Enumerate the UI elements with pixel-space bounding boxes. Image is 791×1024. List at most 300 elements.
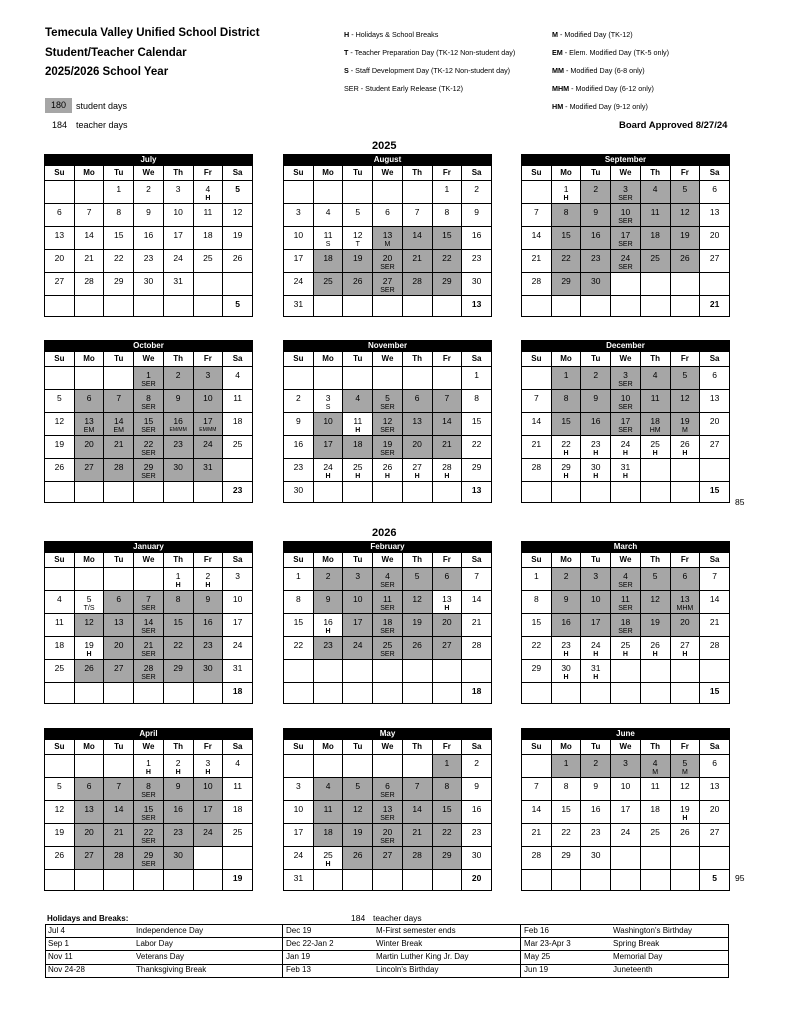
- day-cell: [640, 778, 670, 801]
- day-cell: [45, 660, 75, 683]
- day-cell: [104, 660, 134, 683]
- day-cell: [670, 847, 700, 870]
- empty-cell: [163, 870, 193, 891]
- day-number: 28: [143, 663, 154, 673]
- week-row: [45, 824, 253, 847]
- day-cell: [373, 413, 403, 436]
- day-cell: [670, 227, 700, 250]
- day-number: 13: [412, 416, 422, 426]
- day-cell: [193, 591, 223, 614]
- day-number: 13: [680, 594, 690, 604]
- week-row: [45, 204, 253, 227]
- legend-code: M: [552, 30, 558, 39]
- day-code: H: [563, 473, 569, 480]
- day-number: 5: [652, 571, 658, 581]
- day-cell: [193, 436, 223, 459]
- day-cell: [104, 367, 134, 390]
- day-cell: [343, 181, 373, 204]
- legend-text: - Elem. Modified Day (TK-5 only): [562, 48, 670, 57]
- day-number: 11: [203, 207, 213, 217]
- day-number: 19: [680, 416, 690, 426]
- day-cell: [223, 227, 253, 250]
- day-code: H: [175, 582, 181, 589]
- legend-item: [344, 84, 515, 102]
- day-cell: [163, 660, 193, 683]
- day-cell: [223, 660, 253, 683]
- day-cell: [670, 181, 700, 204]
- day-number: 25: [232, 827, 243, 837]
- day-code: SER: [380, 264, 395, 271]
- day-cell: [462, 273, 492, 296]
- holiday-date: Feb 16: [524, 926, 549, 935]
- day-number: 13: [709, 207, 720, 217]
- holiday-date: Dec 22-Jan 2: [286, 939, 334, 948]
- weekday-header: Su: [284, 553, 314, 568]
- day-cell: [670, 436, 700, 459]
- weekday-header: Mo: [551, 352, 581, 367]
- empty-cell: [74, 683, 104, 704]
- day-cell: [522, 413, 552, 436]
- day-cell: [700, 459, 730, 482]
- day-cell: [104, 273, 134, 296]
- holiday-row: [45, 924, 729, 937]
- day-cell: [74, 660, 104, 683]
- day-cell: [551, 801, 581, 824]
- weekday-header: We: [611, 553, 641, 568]
- day-number: 6: [444, 571, 450, 581]
- day-number: 4: [623, 571, 628, 581]
- day-code: SER: [618, 241, 633, 248]
- day-cell: [104, 824, 134, 847]
- day-number: 8: [533, 594, 539, 604]
- day-number: 3: [325, 393, 331, 403]
- day-number: 4: [652, 184, 658, 194]
- day-number: 29: [143, 462, 154, 472]
- day-number: 19: [680, 804, 690, 814]
- day-code: SER: [618, 195, 633, 202]
- day-code: T: [355, 241, 360, 248]
- day-number: 7: [146, 594, 151, 604]
- day-code: MHM: [676, 605, 694, 612]
- weekday-header: Mo: [313, 166, 343, 181]
- day-cell: [163, 591, 193, 614]
- day-cell: [670, 591, 700, 614]
- day-cell: [373, 390, 403, 413]
- week-row: [284, 296, 492, 317]
- day-cell: [700, 778, 730, 801]
- weekday-header: Tu: [343, 166, 373, 181]
- day-code: H: [444, 473, 450, 480]
- day-number: 7: [533, 393, 539, 403]
- empty-cell: [45, 482, 75, 503]
- week-row: [522, 637, 730, 660]
- weekday-header: We: [373, 740, 403, 755]
- day-code: EM: [113, 427, 124, 434]
- day-code: H: [563, 674, 569, 681]
- day-number: 1: [444, 758, 450, 768]
- day-cell: [134, 847, 164, 870]
- day-code: HM: [649, 427, 661, 434]
- weekday-header: Sa: [462, 352, 492, 367]
- day-number: 23: [203, 640, 213, 650]
- day-number: 2: [474, 758, 479, 768]
- month-april: [44, 728, 253, 891]
- day-number: 19: [412, 617, 422, 627]
- day-cell: [611, 273, 641, 296]
- day-code: H: [205, 769, 211, 776]
- day-cell: [313, 755, 343, 778]
- day-cell: [402, 250, 432, 273]
- day-cell: [522, 824, 552, 847]
- day-cell: [522, 660, 552, 683]
- day-number: 22: [471, 439, 482, 449]
- day-number: 31: [293, 873, 304, 883]
- legend-code: EM: [552, 48, 563, 57]
- day-cell: [402, 847, 432, 870]
- calendar-title: Student/Teacher Calendar: [45, 47, 187, 59]
- weekday-header: Sa: [223, 553, 253, 568]
- empty-cell: [522, 683, 552, 704]
- day-cell: [432, 459, 462, 482]
- day-number: 23: [173, 439, 183, 449]
- day-number: 28: [531, 462, 542, 472]
- day-cell: [373, 367, 403, 390]
- day-cell: [313, 614, 343, 637]
- day-number: 30: [293, 485, 304, 495]
- empty-cell: [45, 296, 75, 317]
- weekday-header: Fr: [193, 166, 223, 181]
- holiday-row: [45, 950, 729, 963]
- day-cell: [284, 367, 314, 390]
- day-number: 9: [295, 416, 301, 426]
- day-cell: [134, 204, 164, 227]
- day-cell: [522, 591, 552, 614]
- day-number: 2: [205, 571, 211, 581]
- empty-cell: [670, 683, 700, 704]
- day-cell: [373, 459, 403, 482]
- day-cell: [402, 273, 432, 296]
- day-cell: [104, 459, 134, 482]
- week-row: [45, 801, 253, 824]
- day-number: 6: [414, 393, 420, 403]
- holidays-teacher-days-count: 184: [351, 913, 366, 923]
- day-number: 30: [143, 276, 154, 286]
- day-number: 24: [203, 827, 213, 837]
- day-number: 18: [620, 617, 631, 627]
- day-cell: [163, 390, 193, 413]
- day-cell: [104, 755, 134, 778]
- day-cell: [223, 847, 253, 870]
- day-number: 30: [203, 663, 213, 673]
- day-number: 5: [86, 594, 92, 604]
- empty-cell: [611, 870, 641, 891]
- weekday-header: Th: [163, 740, 193, 755]
- day-cell: [581, 755, 611, 778]
- day-cell: [313, 459, 343, 482]
- day-number: 10: [203, 781, 213, 791]
- month-total: 15: [700, 482, 730, 503]
- day-number: 20: [680, 617, 690, 627]
- day-number: 31: [232, 663, 243, 673]
- day-number: 29: [561, 462, 571, 472]
- day-code: H: [444, 605, 450, 612]
- day-cell: [700, 413, 730, 436]
- day-cell: [462, 801, 492, 824]
- day-cell: [640, 250, 670, 273]
- day-code: H: [622, 473, 628, 480]
- day-cell: [670, 367, 700, 390]
- day-number: 12: [54, 416, 65, 426]
- day-number: 7: [474, 571, 479, 581]
- weekday-header: We: [373, 352, 403, 367]
- day-cell: [193, 413, 223, 436]
- empty-cell: [640, 870, 670, 891]
- holiday-date: Nov 24-28: [48, 965, 85, 974]
- day-cell: [670, 413, 700, 436]
- day-number: 10: [620, 393, 631, 403]
- weekday-header: Su: [45, 553, 75, 568]
- day-code: SER: [141, 674, 156, 681]
- day-number: 19: [84, 640, 94, 650]
- day-cell: [373, 660, 403, 683]
- day-number: 1: [563, 184, 569, 194]
- day-cell: [163, 755, 193, 778]
- semester-2-total: 95: [735, 873, 745, 883]
- day-number: 5: [235, 184, 240, 194]
- weekday-header: Su: [522, 740, 552, 755]
- day-cell: [611, 204, 641, 227]
- day-cell: [373, 204, 403, 227]
- day-code: SER: [141, 792, 156, 799]
- day-cell: [670, 204, 700, 227]
- week-row: [522, 847, 730, 870]
- day-code: SER: [141, 815, 156, 822]
- day-cell: [462, 568, 492, 591]
- empty-cell: [193, 482, 223, 503]
- day-number: 12: [353, 804, 363, 814]
- day-number: 30: [591, 276, 601, 286]
- day-number: 18: [650, 230, 660, 240]
- day-cell: [313, 367, 343, 390]
- day-number: 31: [620, 462, 631, 472]
- day-number: 25: [650, 253, 660, 263]
- day-code: H: [682, 651, 688, 658]
- weekday-header: Tu: [581, 352, 611, 367]
- day-cell: [343, 250, 373, 273]
- weekday-header: Th: [640, 740, 670, 755]
- day-cell: [402, 436, 432, 459]
- day-cell: [402, 824, 432, 847]
- weekday-header: Fr: [670, 166, 700, 181]
- day-cell: [74, 413, 104, 436]
- holiday-date: Jun 19: [524, 965, 549, 974]
- day-number: 28: [471, 640, 482, 650]
- week-row: [284, 614, 492, 637]
- day-cell: [104, 801, 134, 824]
- day-cell: [45, 367, 75, 390]
- day-cell: [670, 778, 700, 801]
- day-number: 26: [650, 640, 660, 650]
- holiday-row: [45, 963, 729, 976]
- day-number: 2: [146, 184, 151, 194]
- day-code: H: [563, 195, 569, 202]
- day-cell: [284, 273, 314, 296]
- legend-code: H: [344, 30, 350, 39]
- day-number: 20: [709, 230, 720, 240]
- week-row: [45, 637, 253, 660]
- day-number: 4: [652, 758, 658, 768]
- school-year: 2025/2026 School Year: [45, 66, 169, 78]
- day-number: 19: [650, 617, 660, 627]
- day-code: H: [682, 815, 688, 822]
- week-row: [522, 614, 730, 637]
- day-number: 21: [412, 827, 422, 837]
- day-cell: [462, 755, 492, 778]
- day-code: SER: [618, 582, 633, 589]
- legend-text: - Modified Day (6-12 only): [569, 84, 654, 93]
- day-cell: [74, 436, 104, 459]
- day-number: 8: [563, 781, 569, 791]
- day-number: 27: [680, 640, 690, 650]
- holiday-date: Mar 23-Apr 3: [524, 939, 571, 948]
- weekday-header: Fr: [193, 740, 223, 755]
- weekday-header: Tu: [581, 166, 611, 181]
- day-cell: [551, 436, 581, 459]
- empty-cell: [611, 683, 641, 704]
- day-cell: [313, 390, 343, 413]
- day-cell: [193, 227, 223, 250]
- day-number: 25: [650, 827, 660, 837]
- day-cell: [45, 436, 75, 459]
- day-number: 21: [143, 640, 154, 650]
- empty-cell: [193, 683, 223, 704]
- legend-item: [344, 48, 515, 66]
- day-cell: [432, 250, 462, 273]
- weekday-header: Fr: [670, 740, 700, 755]
- day-number: 3: [295, 781, 301, 791]
- holiday-name: Memorial Day: [613, 952, 663, 961]
- day-cell: [640, 591, 670, 614]
- day-code: EM/MM: [199, 427, 217, 433]
- week-row: [522, 250, 730, 273]
- week-row: [284, 778, 492, 801]
- day-cell: [45, 568, 75, 591]
- day-cell: [522, 390, 552, 413]
- day-number: 23: [323, 640, 333, 650]
- week-row: [522, 591, 730, 614]
- day-cell: [284, 591, 314, 614]
- day-cell: [402, 367, 432, 390]
- day-cell: [402, 801, 432, 824]
- week-row: [284, 273, 492, 296]
- day-code: H: [325, 861, 331, 868]
- day-cell: [134, 367, 164, 390]
- legend-code: T: [344, 48, 349, 57]
- day-number: 20: [442, 617, 452, 627]
- weekday-header: Fr: [432, 553, 462, 568]
- day-number: 20: [382, 827, 393, 837]
- day-number: 18: [232, 804, 243, 814]
- day-cell: [432, 637, 462, 660]
- day-cell: [284, 568, 314, 591]
- day-cell: [522, 568, 552, 591]
- day-number: 9: [175, 393, 181, 403]
- day-cell: [373, 824, 403, 847]
- day-number: 11: [650, 207, 660, 217]
- empty-cell: [551, 683, 581, 704]
- day-cell: [670, 824, 700, 847]
- day-cell: [223, 591, 253, 614]
- day-number: 31: [203, 462, 213, 472]
- day-cell: [611, 660, 641, 683]
- day-number: 14: [709, 594, 720, 604]
- day-cell: [373, 436, 403, 459]
- day-cell: [522, 755, 552, 778]
- day-number: 17: [323, 439, 333, 449]
- day-number: 2: [474, 184, 479, 194]
- day-number: 8: [563, 393, 569, 403]
- day-code: H: [622, 651, 628, 658]
- day-number: 31: [293, 299, 304, 309]
- day-cell: [581, 390, 611, 413]
- day-cell: [104, 591, 134, 614]
- day-cell: [313, 273, 343, 296]
- day-cell: [700, 755, 730, 778]
- day-cell: [373, 614, 403, 637]
- day-code: SER: [380, 605, 395, 612]
- day-cell: [104, 614, 134, 637]
- month-total: 5: [700, 870, 730, 891]
- day-cell: [313, 482, 343, 503]
- weekday-header: Su: [522, 352, 552, 367]
- day-cell: [462, 824, 492, 847]
- day-cell: [462, 459, 492, 482]
- day-cell: [193, 390, 223, 413]
- day-cell: [193, 801, 223, 824]
- day-cell: [581, 204, 611, 227]
- weekday-header: We: [373, 553, 403, 568]
- day-cell: [611, 367, 641, 390]
- day-cell: [284, 801, 314, 824]
- day-cell: [522, 227, 552, 250]
- day-cell: [700, 367, 730, 390]
- week-row: [45, 778, 253, 801]
- day-code: SER: [141, 473, 156, 480]
- day-number: 22: [561, 439, 571, 449]
- day-cell: [45, 390, 75, 413]
- month-august: [283, 154, 492, 317]
- day-cell: [640, 824, 670, 847]
- holiday-name: Washington's Birthday: [613, 926, 693, 935]
- weekday-header: Tu: [581, 740, 611, 755]
- day-cell: [640, 847, 670, 870]
- day-cell: [163, 459, 193, 482]
- day-cell: [581, 250, 611, 273]
- day-cell: [104, 413, 134, 436]
- legend-item: [552, 84, 669, 102]
- day-number: 11: [233, 393, 243, 403]
- day-cell: [343, 296, 373, 317]
- day-cell: [313, 637, 343, 660]
- month-title: October: [44, 340, 253, 351]
- month-title: June: [521, 728, 730, 739]
- day-number: 20: [709, 416, 720, 426]
- day-cell: [522, 250, 552, 273]
- day-cell: [522, 181, 552, 204]
- day-cell: [163, 436, 193, 459]
- day-number: 2: [563, 571, 569, 581]
- day-number: 7: [414, 781, 420, 791]
